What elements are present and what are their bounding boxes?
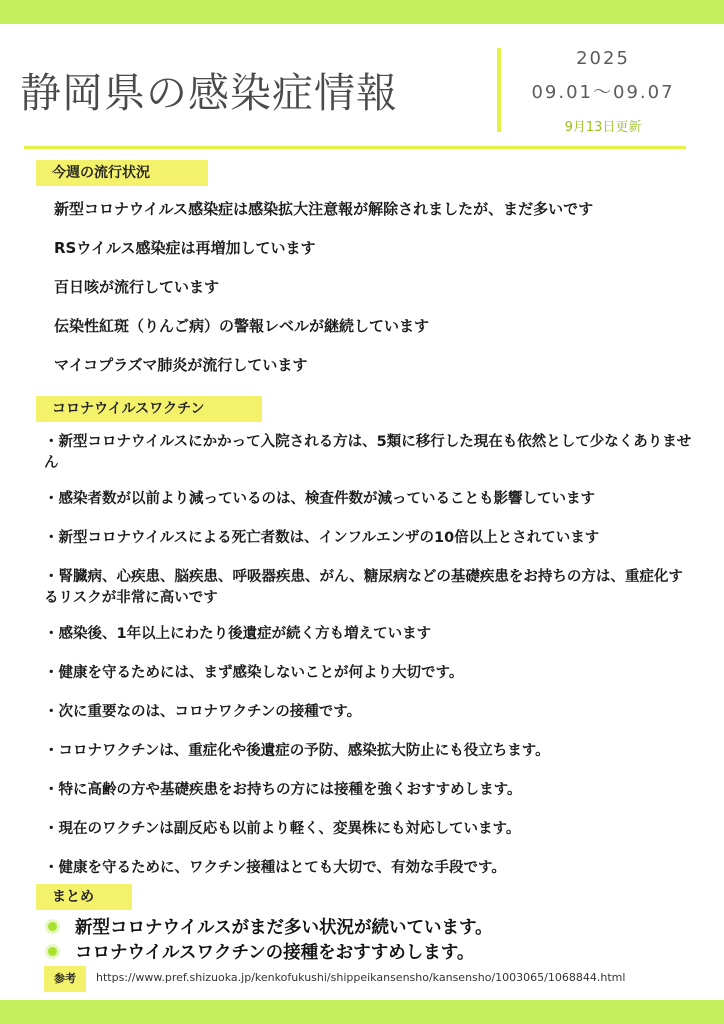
- report-year: 2025: [576, 48, 630, 69]
- report-date-range: 09.01～09.07: [531, 82, 675, 103]
- reference-label: 参考: [44, 966, 86, 992]
- green-dot-icon: [48, 922, 57, 931]
- vaccine-bullet: ・コロナワクチンは、重症化や後遺症の予防、感染拡大防止にも役立ちます。: [44, 743, 550, 759]
- top-accent-bar: [0, 0, 724, 24]
- summary-item-text: 新型コロナウイルスがまだ多い状況が続いています。: [75, 918, 493, 938]
- status-item: 伝染性紅斑（りんご病）の警報レベルが継続しています: [54, 317, 430, 335]
- status-item: 百日咳が流行しています: [54, 278, 220, 296]
- summary-item: [48, 914, 493, 939]
- header-divider: [497, 48, 501, 132]
- section-label-status: 今週の流行状況: [36, 160, 208, 186]
- vaccine-bullet: ・腎臓病、心疾患、脳疾患、呼吸器疾患、がん、糖尿病などの基礎疾患をお持ちの方は、重症化するリスクが非常に高いです: [44, 569, 683, 606]
- updated-date: 9月13日更新: [564, 120, 642, 135]
- bottom-accent-bar: [0, 1000, 724, 1024]
- status-item: マイコプラズマ肺炎が流行しています: [54, 356, 308, 374]
- summary-item: [48, 939, 474, 964]
- section-label-summary: まとめ: [36, 884, 132, 910]
- status-item: 新型コロナウイルス感染症は感染拡大注意報が解除されましたが、まだ多いです: [54, 200, 594, 218]
- status-item: RSウイルス感染症は再増加しています: [54, 239, 316, 257]
- section-label-vaccine: コロナウイルスワクチン: [36, 396, 262, 422]
- header-underline: [24, 146, 686, 149]
- vaccine-bullet: ・感染後、1年以上にわたり後遺症が続く方も増えています: [44, 626, 432, 642]
- vaccine-bullet: ・新型コロナウイルスによる死亡者数は、インフルエンザの10倍以上とされています: [44, 530, 600, 546]
- vaccine-bullet: ・現在のワクチンは副反応も以前より軽く、変異株にも対応しています。: [44, 821, 521, 837]
- page-title: 静岡県の感染症情報: [20, 69, 398, 117]
- vaccine-bullet: ・次に重要なのは、コロナワクチンの接種です。: [44, 704, 362, 720]
- summary-item-text: コロナウイルスワクチンの接種をおすすめします。: [75, 943, 475, 963]
- green-dot-icon: [48, 947, 57, 956]
- reference-url: https://www.pref.shizuoka.jp/kenkofukushi/shippeikansensho/kansensho/1003065/1068844.html: [96, 971, 626, 984]
- vaccine-bullet: ・新型コロナウイルスにかかって入院される方は、5類に移行した現在も依然として少なくありません: [44, 434, 692, 471]
- vaccine-bullet: ・感染者数が以前より減っているのは、検査件数が減っていることも影響しています: [44, 491, 595, 507]
- vaccine-bullet: ・健康を守るためには、まず感染しないことが何より大切です。: [44, 665, 464, 681]
- vaccine-bullet: ・健康を守るために、ワクチン接種はとても大切で、有効な手段です。: [44, 860, 506, 876]
- vaccine-bullet: ・特に高齢の方や基礎疾患をお持ちの方には接種を強くおすすめします。: [44, 782, 522, 798]
